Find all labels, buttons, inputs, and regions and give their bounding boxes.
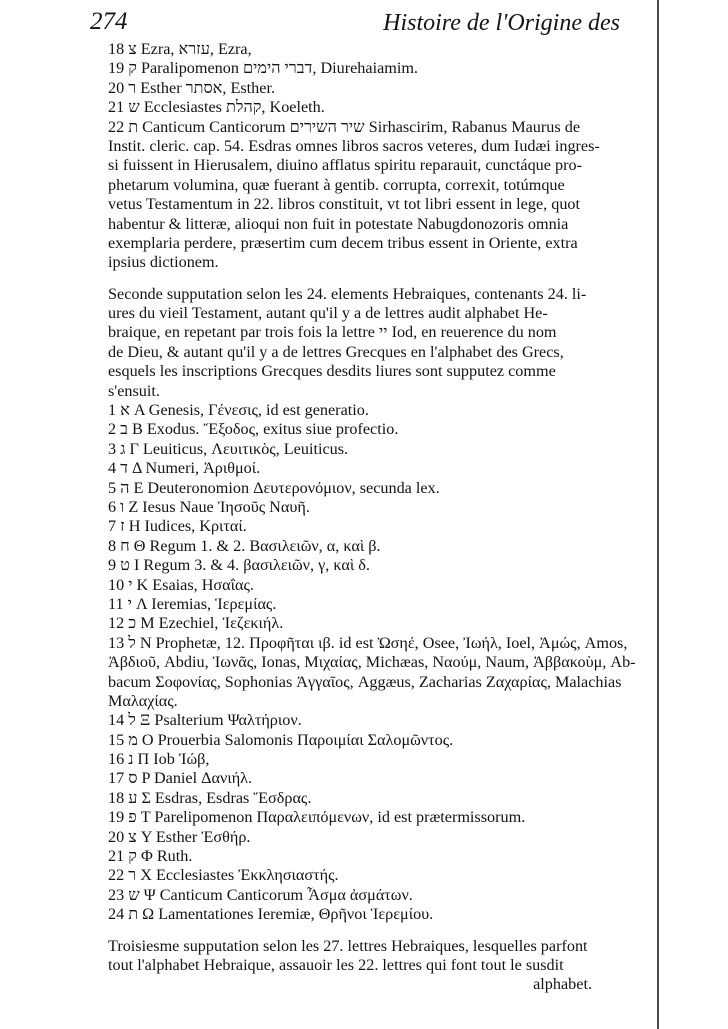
list-item: 19 ק Paralipomenon דברי הימים, Diurehaiamim. — [108, 59, 418, 78]
paragraph-third-supputation — [108, 937, 628, 995]
list-item: 3 ג Γ Leuiticus, Λευιτικὸς, Leuiticus. — [108, 439, 349, 458]
text-line: esquels les inscriptions Grecques desdits liures sont supputez comme — [108, 362, 556, 381]
list-item: 20 ר Esther אסתר, Esther. — [108, 78, 275, 97]
running-title: Histoire de l'Origine des — [383, 10, 620, 36]
text-line: ipsius dictionem. — [108, 253, 219, 272]
text-line: exemplaria perdere, præsertim cum decem tribus essent in Oriente, extra — [108, 233, 578, 252]
text-line: s'ensuit. — [108, 381, 160, 400]
text-line: Instit. cleric. cap. 54. Esdras omnes libros sacros veteres, dum Iudæi ingres- — [108, 136, 600, 155]
list-item: 20 צ Υ Esther Ἐσθήρ. — [108, 827, 251, 846]
text-line: Troisiesme supputation selon les 27. lettres Hebraiques, lesquelles parfont — [108, 936, 588, 955]
list-item: 14 ל Ξ Psalterium Ψαλτήριον. — [108, 711, 302, 730]
hebrew-book-list-end — [108, 40, 628, 137]
text-line: vetus Testamentum in 22. libros constituit, vt tot libri essent in lege, quot — [108, 195, 581, 214]
greek-book-list — [108, 401, 636, 925]
list-item: 9 ט I Regum 3. & 4. βασιλειῶν, γ, καὶ δ. — [108, 556, 370, 575]
list-item: 5 ה E Deuteronomion Δευτερονόμιον, secunda lex. — [108, 478, 440, 497]
text-line: braique, en repetant par trois fois la lettre יי Iod, en reuerence du nom — [108, 323, 557, 342]
list-item: 24 ת Ω Lamentationes Ieremiæ, Θρῆνοι Ἱερεμίου. — [108, 905, 434, 924]
list-item: 15 מ O Prouerbia Salomonis Παροιμίαι Σαλομῶντος. — [108, 730, 454, 749]
page-edge-rule — [657, 0, 659, 1029]
list-item: 6 ו Z Iesus Naue Ἰησοῦς Ναυῆ. — [108, 497, 310, 516]
list-item: 18 ע Σ Esdras, Esdras Ἔσδρας. — [108, 788, 312, 807]
text-line: tout l'alphabet Hebraique, assauoir les 22. lettres qui font tout le susdit — [108, 955, 564, 974]
text-line: habentur & litteræ, alioqui non fuit in potestate Nabugdonozoris omnia — [108, 214, 569, 233]
text-line: ures du vieil Testament, autant qu'il y a de lettres audit alphabet He- — [108, 304, 548, 323]
list-item: 21 ש Ecclesiastes קהלת, Koeleth. — [108, 98, 325, 117]
paragraph-second-supputation — [108, 285, 628, 401]
page-body — [108, 40, 636, 995]
text-line: alphabet. — [533, 975, 592, 994]
text-line: Seconde supputation selon les 24. elements Hebraiques, contenants 24. li- — [108, 284, 587, 303]
paragraph-esdras — [108, 137, 628, 273]
list-item-continuation: Μαλαχίας. — [108, 691, 178, 710]
list-item: 22 ר X Ecclesiastes Ἐκκλησιαστής. — [108, 866, 339, 885]
list-item: 16 נ Π Iob Ἰώβ, — [108, 750, 210, 769]
page-number: 274 — [90, 8, 128, 35]
list-item: 4 ד Δ Numeri, Ἀριθμοί. — [108, 459, 261, 478]
list-item-continuation: Ἀβδιοῦ, Abdiu, Ἰωνᾶς, Ionas, Μιχαίας, Michæas, Ναούμ, Naum, Ἀββακοὺμ, Ab- — [108, 653, 636, 672]
list-item: 18 צ Ezra, עזרא, Ezra, — [108, 40, 252, 58]
list-item: 10 י K Esaias, Ησαΐας. — [108, 575, 254, 594]
list-item: 11 י Λ Ieremias, Ἱερεμίας. — [108, 594, 277, 613]
list-item: 8 ח Θ Regum 1. & 2. Βασιλειῶν, α, καὶ β. — [108, 536, 381, 555]
list-item-continuation: bacum Σοφονίας, Sophonias Ἀγγαῖος, Aggæus, Zacharias Ζαχαρίας, Malachias — [108, 672, 622, 691]
list-item: 22 ת Canticum Canticorum שיר השירים Sirhascirim, Rabanus Maurus de — [108, 117, 581, 136]
list-item: 19 פ T Parelipomenon Παραλειπόμενων, id est prætermissorum. — [108, 808, 526, 827]
list-item: 23 ש Ψ Canticum Canticorum Ἆσμα ἀσμάτων. — [108, 885, 413, 904]
text-line: si fuissent in Hierusalem, diuino afflatus spiritu reparauit, cunctáque pro- — [108, 156, 582, 175]
list-item: 13 ל N Prophetæ, 12. Προφῆται ιβ. id est Ὠσηέ, Osee, Ἰωήλ, Ioel, Ἀμώς, Amos, — [108, 633, 628, 652]
list-item: 17 ס P Daniel Δανιήλ. — [108, 769, 253, 788]
list-item: 7 ז H Iudices, Κριταί. — [108, 517, 247, 536]
text-line: phetarum volumina, quæ fuerant à gentib. corrupta, correxit, totúmque — [108, 175, 565, 194]
list-item: 1 א A Genesis, Γένεσις, id est generatio. — [108, 401, 369, 420]
list-item: 21 ק Φ Ruth. — [108, 847, 193, 866]
page-header — [90, 8, 650, 42]
list-item: 12 כ M Ezechiel, Ἰεζεκιήλ. — [108, 614, 284, 633]
list-item: 2 ב B Exodus. Ἔξοδος, exitus siue profectio. — [108, 420, 399, 439]
text-line: de Dieu, & autant qu'il y a de lettres Grecques en l'alphabet des Grecs, — [108, 342, 564, 361]
